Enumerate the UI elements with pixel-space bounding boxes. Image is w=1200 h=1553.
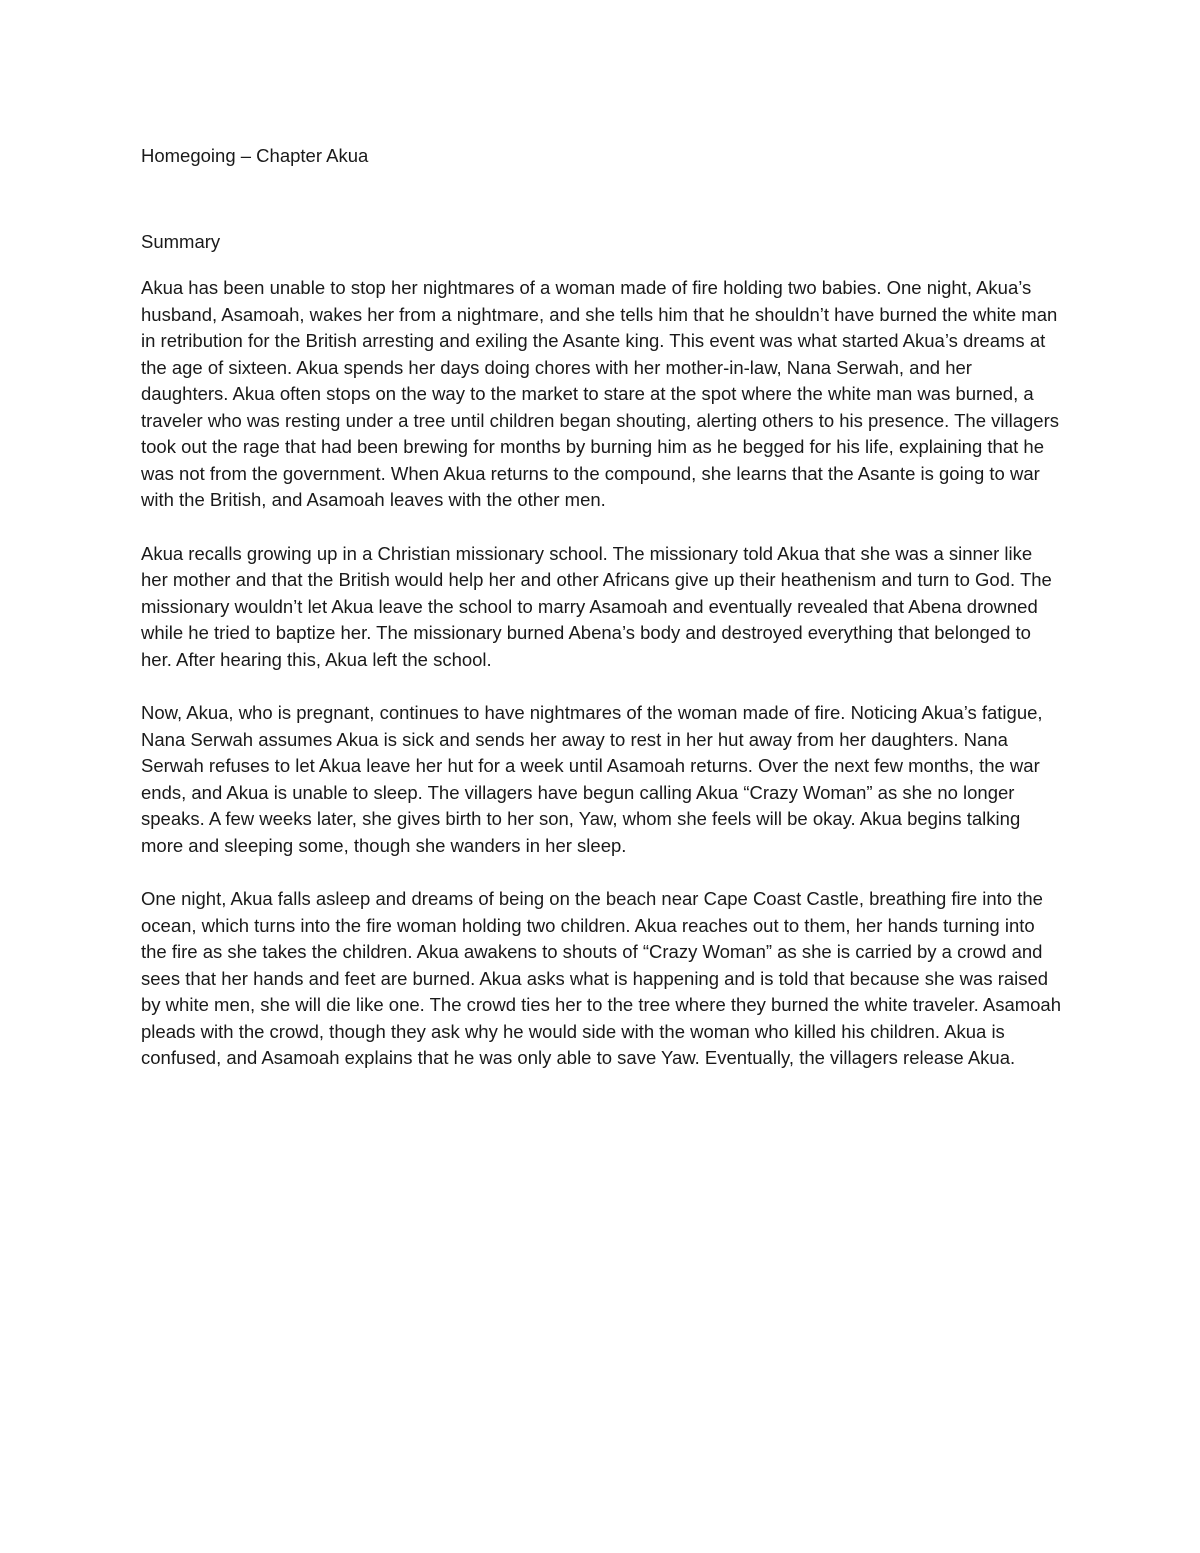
document-title: Homegoing – Chapter Akua: [141, 145, 369, 166]
summary-paragraph-3: Now, Akua, who is pregnant, continues to have nightmares of the woman made of fire. Noticing Akua’s fatigue, Nana Serwah assumes Akua is sick and sends her away to rest in her hut away from her daughters. Nana Serwah refuses to let Akua leave her hut for a week until Asamoah returns. Over the next few months, the war ends, and Akua is unable to sleep. The villagers have begun calling Akua “Crazy Woman” as she no longer speaks. A few weeks later, she gives birth to her son, Yaw, whom she feels will be okay. Akua begins talking more and sleeping some, though she wanders in her sleep.: [141, 702, 1043, 856]
section-heading-summary: Summary: [141, 231, 221, 252]
summary-paragraph-4: One night, Akua falls asleep and dreams of being on the beach near Cape Coast Castle, breathing fire into the ocean, which turns into the fire woman holding two children. Akua reaches out to them, her hands turning into the fire as she takes the children. Akua awakens to shouts of “Crazy Woman” as she is carried by a crowd and sees that her hands and feet are burned. Akua asks what is happening and is told that because she was raised by white men, she will die like one. The crowd ties her to the tree where they burned the white traveler. Asamoah pleads with the crowd, though they ask why he would side with the woman who killed his children. Akua is confused, and Asamoah explains that he was only able to save Yaw. Eventually, the villagers release Akua.: [141, 888, 1062, 1068]
document-body: [141, 143, 1061, 1072]
summary-paragraph-2: Akua recalls growing up in a Christian missionary school. The missionary told Akua that she was a sinner like her mother and that the British would help her and other Africans give up their heathenism and turn to God. The missionary wouldn’t let Akua leave the school to marry Asamoah and eventually revealed that Abena drowned while he tried to baptize her. The missionary burned Abena’s body and destroyed everything that belonged to her. After hearing this, Akua left the school.: [141, 542, 1052, 670]
summary-paragraph-1: Akua has been unable to stop her nightmares of a woman made of fire holding two babies. One night, Akua’s husband, Asamoah, wakes her from a nightmare, and she tells him that he shouldn’t have burned the white man in retribution for the British arresting and exiling the Asante king. This event was what started Akua’s dreams at the age of sixteen. Akua spends her days doing chores with her mother-in-law, Nana Serwah, and her daughters. Akua often stops on the way to the market to stare at the spot where the white man was burned, a traveler who was resting under a tree until children began shouting, alerting others to his presence. The villagers took out the rage that had been brewing for months by burning him as he begged for his life, explaining that he was not from the government. When Akua returns to the compound, she learns that the Asante is going to war with the British, and Asamoah leaves with the other men.: [141, 277, 1059, 510]
